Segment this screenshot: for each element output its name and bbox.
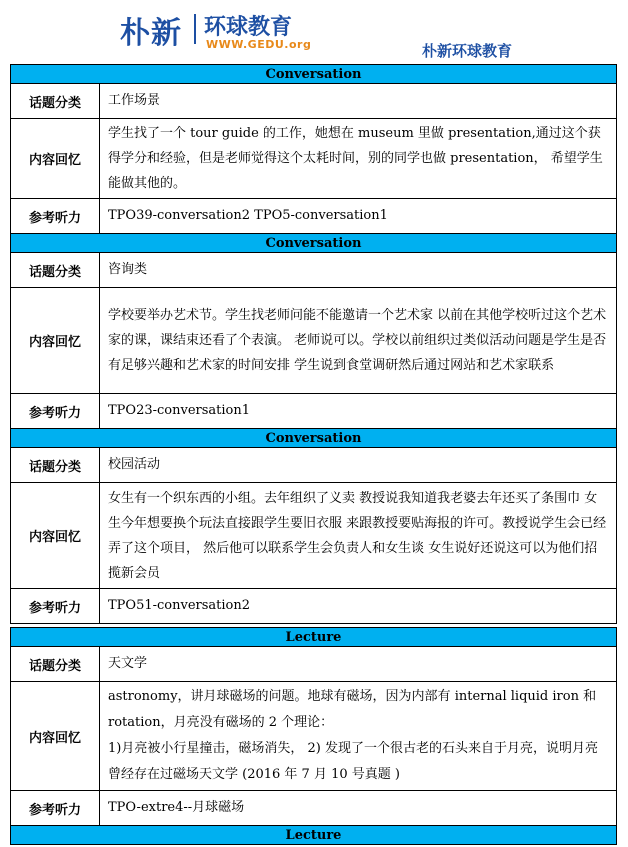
content-label: 内容回忆 bbox=[11, 119, 100, 199]
reference-value: TPO39-conversation2 TPO5-conversation1 bbox=[100, 199, 617, 234]
content-row bbox=[11, 288, 617, 394]
logo-subtitle: 环球教育 bbox=[204, 15, 293, 40]
reference-value: TPO-extre4--月球磁场 bbox=[100, 791, 617, 826]
reference-row bbox=[11, 199, 617, 234]
content-line: 1)月亮被小行星撞击，磁场消失， 2) 发现了一个很古老的石头来自于月亮，说明月亮曾经存在过磁场天文学 (2016 年 7 月 10 号真题 ) bbox=[108, 741, 598, 782]
section-header-row bbox=[11, 65, 617, 84]
reference-row bbox=[11, 589, 617, 624]
content-line: astronomy，讲月球磁场的问题。地球有磁场，因为内部有 internal liquid iron 和 rotation，月亮没有磁场的 2 个理论： bbox=[108, 689, 597, 730]
category-row bbox=[11, 647, 617, 682]
reference-row bbox=[11, 394, 617, 429]
section-header: Conversation bbox=[11, 429, 617, 448]
header-title: 朴新环球教育 bbox=[422, 42, 513, 60]
content-row bbox=[11, 483, 617, 589]
section-header: Lecture bbox=[11, 826, 617, 845]
conversation-table bbox=[10, 64, 617, 624]
category-label: 话题分类 bbox=[11, 448, 100, 483]
section-header-row bbox=[11, 628, 617, 647]
lecture-table bbox=[10, 627, 617, 845]
content-row bbox=[11, 119, 617, 199]
content-value bbox=[100, 682, 617, 791]
logo-url: WWW.GEDU.org bbox=[206, 38, 312, 51]
category-label: 话题分类 bbox=[11, 647, 100, 682]
category-row bbox=[11, 448, 617, 483]
content-label: 内容回忆 bbox=[11, 288, 100, 394]
reference-label: 参考听力 bbox=[11, 791, 100, 826]
category-value: 工作场景 bbox=[100, 84, 617, 119]
section-header: Conversation bbox=[11, 234, 617, 253]
content-label: 内容回忆 bbox=[11, 682, 100, 791]
reference-label: 参考听力 bbox=[11, 394, 100, 429]
logo-divider bbox=[194, 14, 196, 44]
section-header-row bbox=[11, 826, 617, 845]
reference-label: 参考听力 bbox=[11, 589, 100, 624]
category-label: 话题分类 bbox=[11, 84, 100, 119]
content-value: 学校要举办艺术节。学生找老师问能不能邀请一个艺术家 以前在其他学校听过这个艺术家的课，课结束还看了个表演。 老师说可以。学校以前组织过类似活动问题是学生是否有足够兴趣和艺术家的时间安排 学生说到食堂调研然后通过网站和艺术家联系 bbox=[100, 288, 617, 394]
section-header: Lecture bbox=[11, 628, 617, 647]
category-label: 话题分类 bbox=[11, 253, 100, 288]
page-header bbox=[0, 0, 628, 64]
section-header-row bbox=[11, 429, 617, 448]
content-label: 内容回忆 bbox=[11, 483, 100, 589]
logo-main: 朴新 bbox=[120, 16, 182, 51]
reference-row bbox=[11, 791, 617, 826]
reference-label: 参考听力 bbox=[11, 199, 100, 234]
category-row bbox=[11, 253, 617, 288]
section-header: Conversation bbox=[11, 65, 617, 84]
content-value: 女生有一个织东西的小组。去年组织了义卖 教授说我知道我老婆去年还买了条围巾 女生今年想要换个玩法直接跟学生要旧衣服 来跟教授要贴海报的许可。教授说学生会已经弄了这个项目， 然后他可以联系学生会负责人和女生谈 女生说好还说这可以为他们招揽新会员 bbox=[100, 483, 617, 589]
category-row bbox=[11, 84, 617, 119]
category-value: 校园活动 bbox=[100, 448, 617, 483]
category-value: 天文学 bbox=[100, 647, 617, 682]
content-value: 学生找了一个 tour guide 的工作，她想在 museum 里做 presentation,通过这个获得学分和经验，但是老师觉得这个太耗时间，别的同学也做 presentation， 希望学生能做其他的。 bbox=[100, 119, 617, 199]
reference-value: TPO23-conversation1 bbox=[100, 394, 617, 429]
section-header-row bbox=[11, 234, 617, 253]
category-value: 咨询类 bbox=[100, 253, 617, 288]
content-row bbox=[11, 682, 617, 791]
reference-value: TPO51-conversation2 bbox=[100, 589, 617, 624]
